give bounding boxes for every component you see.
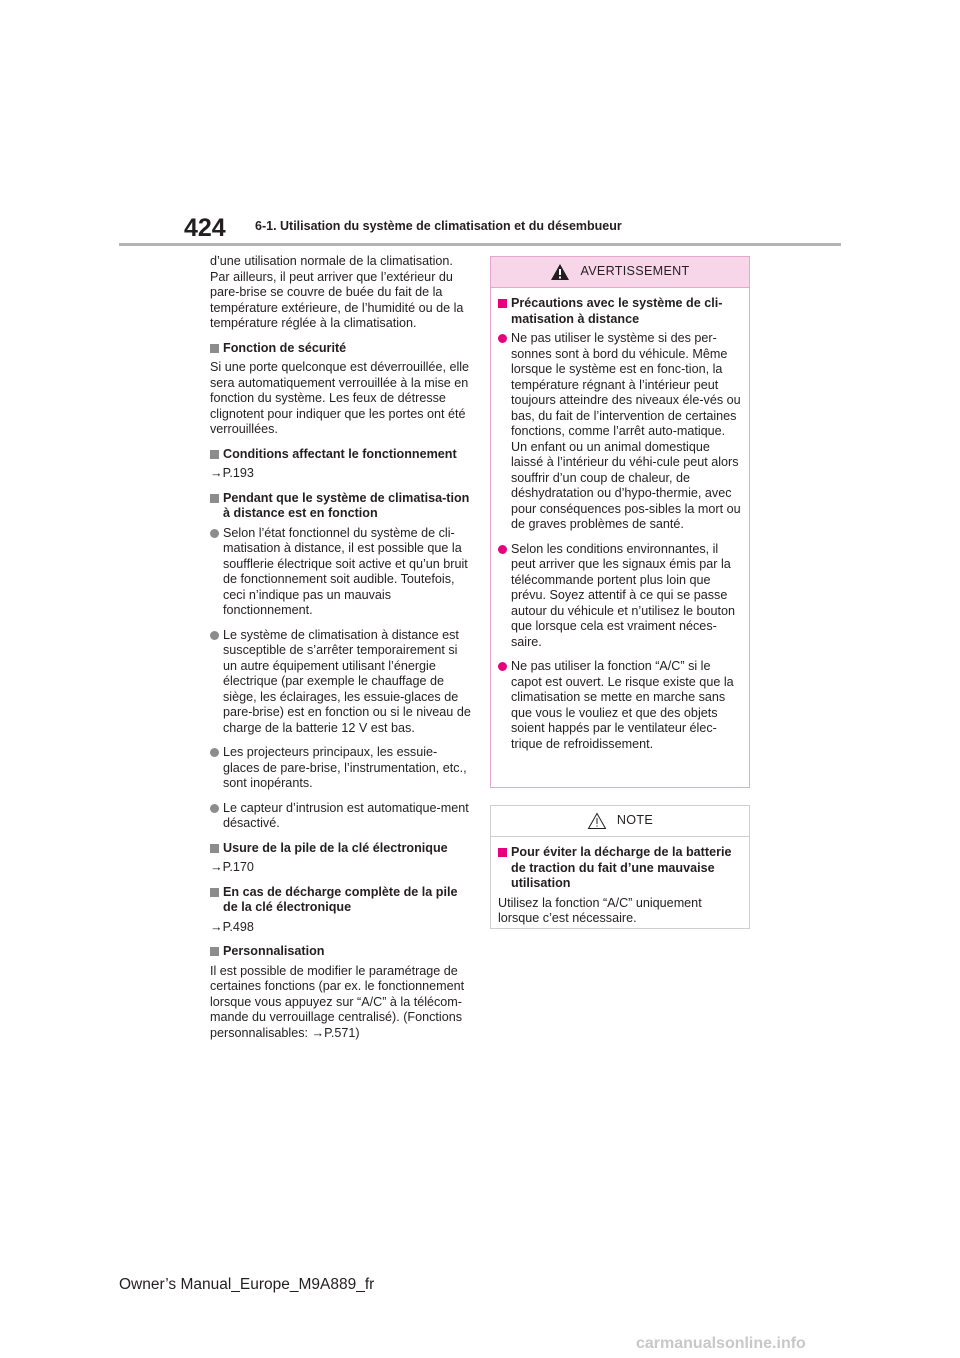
section-title: 6-1. Utilisation du système de climatisation et du désembueur	[255, 219, 622, 233]
list-item-text: Les projecteurs principaux, les essuie-glaces de pare-brise, l’instrumentation, etc., sont inopérants.	[223, 745, 467, 790]
list-item	[210, 628, 472, 737]
list-item	[210, 801, 472, 832]
list-item	[210, 526, 472, 619]
key-battery-discharge-heading	[210, 885, 472, 916]
list-item	[498, 659, 742, 752]
warning-heading-text: Précautions avec le système de cli-matisation à distance	[511, 296, 723, 326]
list-item	[498, 542, 742, 651]
list-item-text: Le système de climatisation à distance est susceptible de s’arrêter temporairement si un autre équipement utilisant l’énergie électrique (par exemple le chauffage de siège, les éclairages, les essuie-glaces de pare-brise) est en fonction ou si le niveau de charge de la batterie 12 V est bas.	[223, 627, 471, 735]
personalization-heading-text: Personnalisation	[223, 944, 325, 958]
square-bullet-icon	[210, 947, 219, 956]
remote-running-heading	[210, 491, 472, 522]
warning-box	[490, 256, 750, 788]
note-heading	[498, 845, 742, 892]
conditions-heading-text: Conditions affectant le fonctionnement	[223, 446, 457, 461]
list-item-text: Selon les conditions environnantes, il peut arriver que les signaux émis par la télécommande portent plus loin que prévu. Soyez attentif à ce qui se passe autour du véhicule et n’utilisez le bouton que lorsque cela est vraiment néces-saire.	[511, 541, 736, 649]
note-box	[490, 805, 750, 929]
square-bullet-icon	[210, 494, 219, 503]
list-item	[498, 331, 742, 533]
round-bullet-icon	[210, 529, 219, 538]
round-bullet-icon	[210, 631, 219, 640]
list-item-text: Selon l’état fonctionnel du système de cli-matisation à distance, il est possible que la soufflerie électrique soit active et qu’un bruit de fonctionnement soit audible. Toutefois, ceci n’indique pas un mauvais fonctionnement.	[223, 525, 468, 617]
note-text: Utilisez la fonction “A/C” uniquement lorsque c’est nécessaire.	[498, 895, 702, 925]
square-bullet-icon	[210, 844, 219, 853]
key-battery-wear-heading	[210, 841, 472, 857]
note-heading-text: Pour éviter la décharge de la batterie de traction du fait d’une mauvaise utilisation	[511, 845, 732, 890]
list-item-text: Ne pas utiliser la fonction “A/C” si le capot est ouvert. Le risque existe que la climatisation se mette en marche sans que vous le vouliez et que des objets soient happés par le ventilateur élec-trique de refroidissement.	[511, 659, 734, 751]
key-battery-wear-heading-text: Usure de la pile de la clé électronique	[223, 840, 448, 855]
square-bullet-icon	[498, 848, 507, 857]
left-column	[210, 254, 472, 1050]
remote-running-heading-text: Pendant que le système de climatisa-tion à distance est en fonction	[223, 490, 470, 520]
round-bullet-icon	[498, 662, 507, 671]
footer-manual-id: Owner’s Manual_Europe_M9A889_fr	[119, 1276, 375, 1293]
safety-heading	[210, 341, 472, 357]
square-bullet-icon	[498, 299, 507, 308]
safety-text: Si une porte quelconque est déverrouillée, elle sera automatiquement verrouillée à la mise en fonction du système. Les feux de détresse clignotent pour indiquer que les portes ont été verrouillées.	[210, 360, 470, 436]
personalization-text: Il est possible de modifier le paramétrage de certaines fonctions (par ex. le fonctionnement lorsque vous appuyez sur “A/C” à la télécom-mande du verrouillage centralisé). (Fonctions personnalisables: →P.571)	[210, 963, 465, 1040]
note-box-header	[491, 806, 749, 837]
warning-triangle-icon	[550, 263, 570, 281]
list-item	[210, 745, 472, 792]
note-box-content	[491, 837, 749, 927]
page-number: 424	[184, 214, 226, 242]
caution-outline-triangle-icon	[587, 812, 607, 830]
conditions-heading	[210, 447, 472, 463]
warning-box-header	[491, 257, 749, 288]
key-battery-discharge-page-ref[interactable]: →P.498	[210, 919, 254, 934]
round-bullet-icon	[210, 804, 219, 813]
header-rule	[119, 243, 841, 246]
round-bullet-icon	[498, 545, 507, 554]
warning-box-content	[491, 288, 749, 752]
key-battery-wear-page-ref[interactable]: →P.170	[210, 860, 254, 874]
key-battery-discharge-heading-text: En cas de décharge complète de la pile de la clé électronique	[223, 884, 458, 914]
personalization-heading	[210, 944, 472, 960]
note-box-title: NOTE	[616, 813, 654, 828]
safety-heading-text: Fonction de sécurité	[223, 340, 347, 355]
warning-heading	[498, 296, 742, 327]
watermark: carmanualsonline.info	[636, 1335, 806, 1352]
list-item-text: Ne pas utiliser le système si des per-sonnes sont à bord du véhicule. Même lorsque le système est en fonc-tion, la température régnant à l’intérieur peut toujours atteindre des niveaux éle-vés ou bas, du fait de l’intervention de certaines fonctions, comme l’arrêt auto-matique. Un enfant ou un animal domestique laissé à l’intérieur du véhi-cule peut alors souffrir d’un coup de chaleur, de déshydratation ou d’hypo-thermie, avec pour conséquences pos-sibles la mort ou de graves problèmes de santé.	[511, 331, 741, 531]
warning-box-title: AVERTISSEMENT	[580, 264, 690, 279]
square-bullet-icon	[210, 450, 219, 459]
round-bullet-icon	[498, 334, 507, 343]
intro-paragraph: d’une utilisation normale de la climatisation. Par ailleurs, il peut arriver que l’extérieur du pare-brise se couvre de buée du fait de la température extérieure, de l’humidité ou de la température réglée à la climatisation.	[210, 254, 464, 330]
round-bullet-icon	[210, 748, 219, 757]
conditions-page-ref[interactable]: →P.193	[210, 466, 254, 480]
square-bullet-icon	[210, 888, 219, 897]
list-item-text: Le capteur d’intrusion est automatique-ment désactivé.	[223, 800, 469, 830]
square-bullet-icon	[210, 344, 219, 353]
